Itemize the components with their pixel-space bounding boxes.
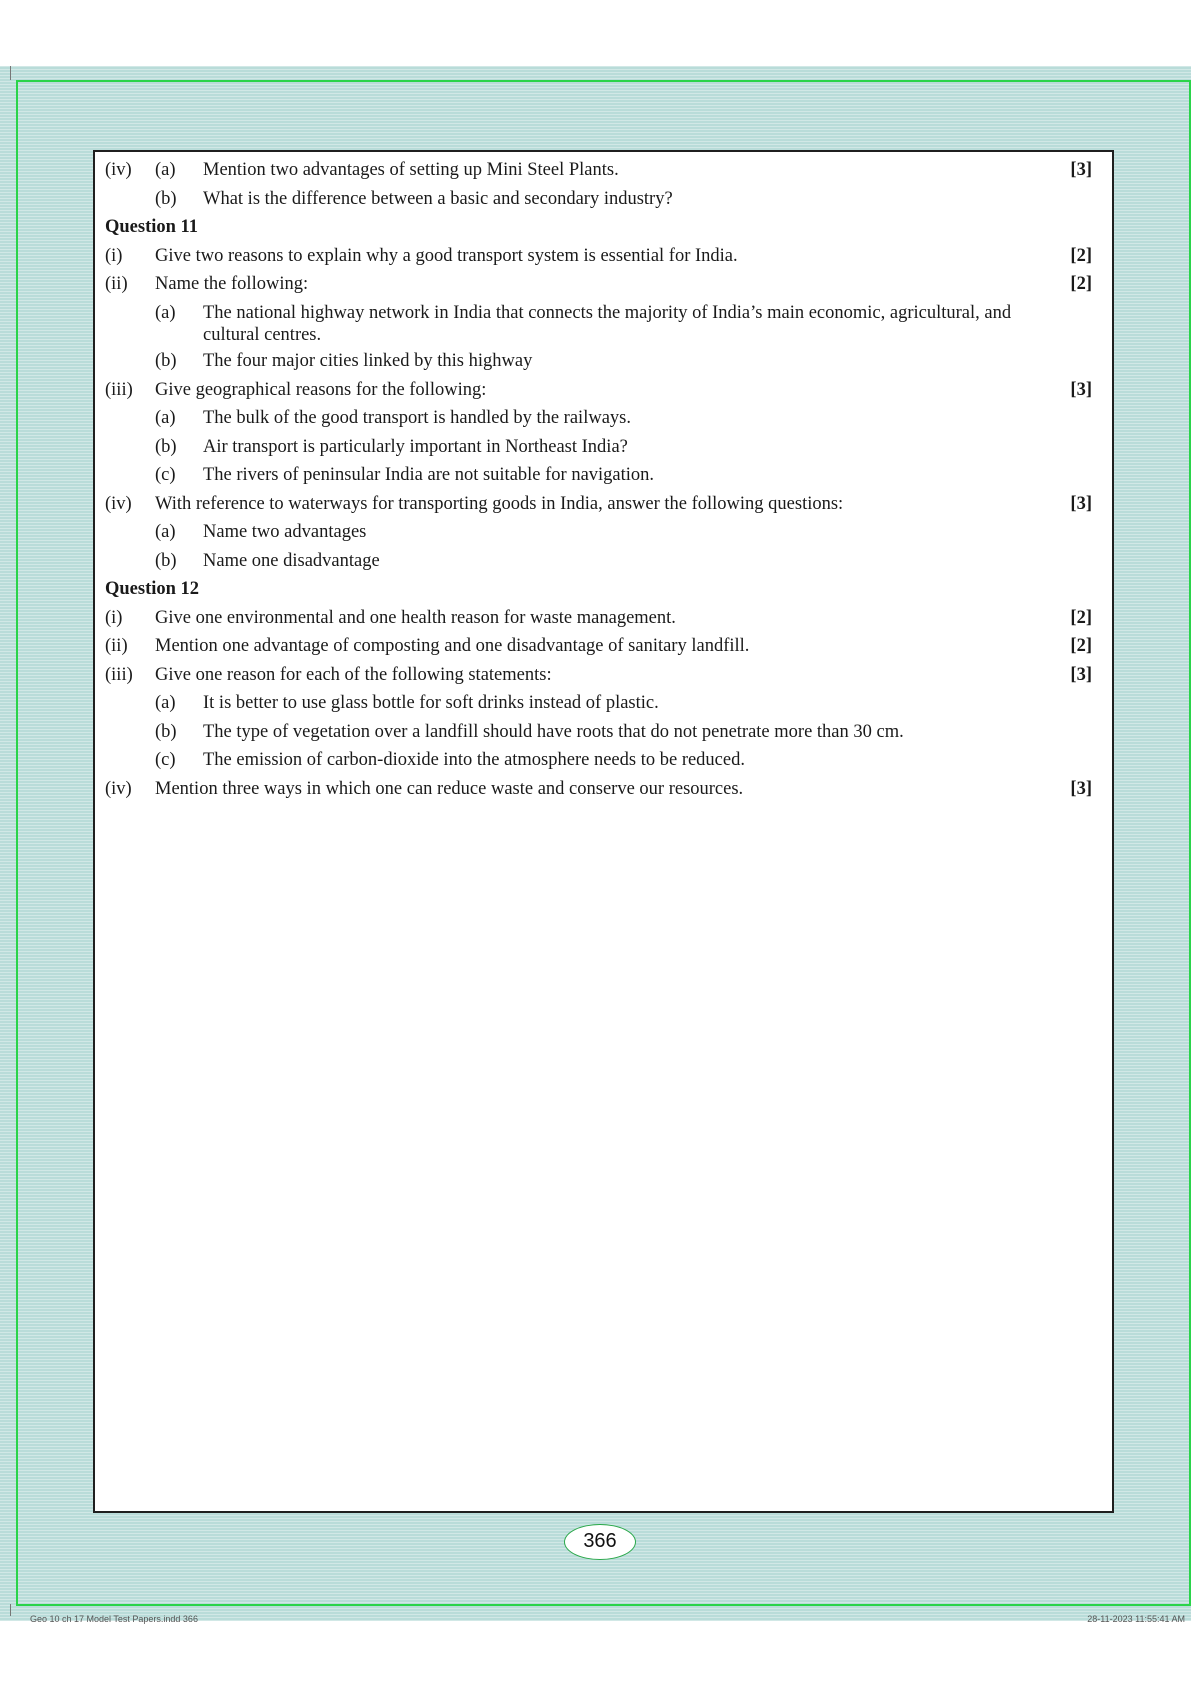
question-title: Question 12	[105, 579, 200, 599]
marks-badge: [3]	[1070, 778, 1092, 799]
sub-item-text: The rivers of peninsular India are not suitable for navigation.	[203, 465, 655, 485]
item-number: (ii)	[105, 636, 128, 656]
question-title: Question 11	[105, 217, 199, 237]
item-text: Give geographical reasons for the following:	[155, 379, 487, 400]
sub-item-letter: (b)	[155, 436, 177, 457]
sub-item-text: Name one disadvantage	[203, 550, 380, 571]
sub-item-text: Air transport is particularly important in Northeast India?	[203, 436, 628, 457]
item-number: (iv)	[105, 493, 132, 514]
crop-mark	[10, 1604, 11, 1616]
file-slug: Geo 10 ch 17 Model Test Papers.indd 366	[30, 1614, 198, 1624]
marks-badge: [3]	[1070, 493, 1092, 514]
item-number: (i)	[105, 607, 123, 628]
marks-badge: [3]	[1070, 379, 1092, 400]
item-text: Give one environmental and one health reason for waste management.	[155, 607, 676, 628]
marks-badge: [3]	[1070, 664, 1092, 685]
item-number: (iv)	[105, 778, 132, 799]
marks-badge: [2]	[1070, 274, 1092, 294]
sub-item-letter: (b)	[155, 721, 177, 742]
marks-badge: [3]	[1070, 160, 1092, 180]
sub-item-letter: (c)	[155, 465, 176, 485]
sub-item-text: The emission of carbon-dioxide into the atmosphere needs to be reduced.	[203, 750, 745, 770]
question-panel	[93, 150, 1114, 1513]
sub-item-text: The bulk of the good transport is handled by the railways.	[203, 408, 631, 428]
marks-badge: [2]	[1070, 245, 1092, 266]
sub-item-text: The type of vegetation over a landfill should have roots that do not penetrate more than 30 cm.	[203, 721, 904, 742]
page-number: 366	[564, 1524, 636, 1560]
item-number: (iii)	[105, 379, 133, 400]
sub-item-text: What is the difference between a basic and secondary industry?	[203, 188, 673, 209]
sub-item-letter: (a)	[155, 302, 176, 323]
sub-item-letter: (c)	[155, 750, 176, 770]
sub-item-letter: (a)	[155, 160, 176, 180]
sub-item-letter: (b)	[155, 351, 177, 371]
item-text: Give two reasons to explain why a good transport system is essential for India.	[155, 245, 738, 266]
sub-item-letter: (a)	[155, 693, 176, 713]
sub-item-letter: (b)	[155, 188, 177, 209]
item-text: Give one reason for each of the following statements:	[155, 664, 552, 685]
sub-item-text: The national highway network in India that connects the majority of India’s main economic, agricultural, and cultural centres.	[203, 302, 1012, 345]
item-number: (i)	[105, 245, 123, 266]
sub-item-letter: (a)	[155, 522, 176, 542]
item-number: (ii)	[105, 274, 128, 294]
print-timestamp: 28-11-2023 11:55:41 AM	[1087, 1614, 1185, 1624]
marks-badge: [2]	[1070, 636, 1092, 656]
sub-item-text: It is better to use glass bottle for soft drinks instead of plastic.	[203, 693, 659, 713]
item-text: Mention three ways in which one can reduce waste and conserve our resources.	[155, 778, 744, 799]
crop-mark	[10, 66, 11, 80]
sub-item-text: Name two advantages	[203, 522, 367, 542]
item-text: Mention one advantage of composting and one disadvantage of sanitary landfill.	[155, 636, 750, 656]
sub-item-letter: (a)	[155, 408, 176, 428]
marks-badge: [2]	[1070, 607, 1092, 628]
item-number: (iii)	[105, 664, 133, 685]
sub-item-text: Mention two advantages of setting up Mini Steel Plants.	[203, 160, 619, 180]
sub-item-letter: (b)	[155, 550, 177, 571]
item-text: Name the following:	[155, 274, 309, 294]
item-text: With reference to waterways for transporting goods in India, answer the following questions:	[155, 493, 844, 514]
sub-item-text: The four major cities linked by this highway	[203, 351, 533, 371]
item-number: (iv)	[105, 160, 132, 180]
